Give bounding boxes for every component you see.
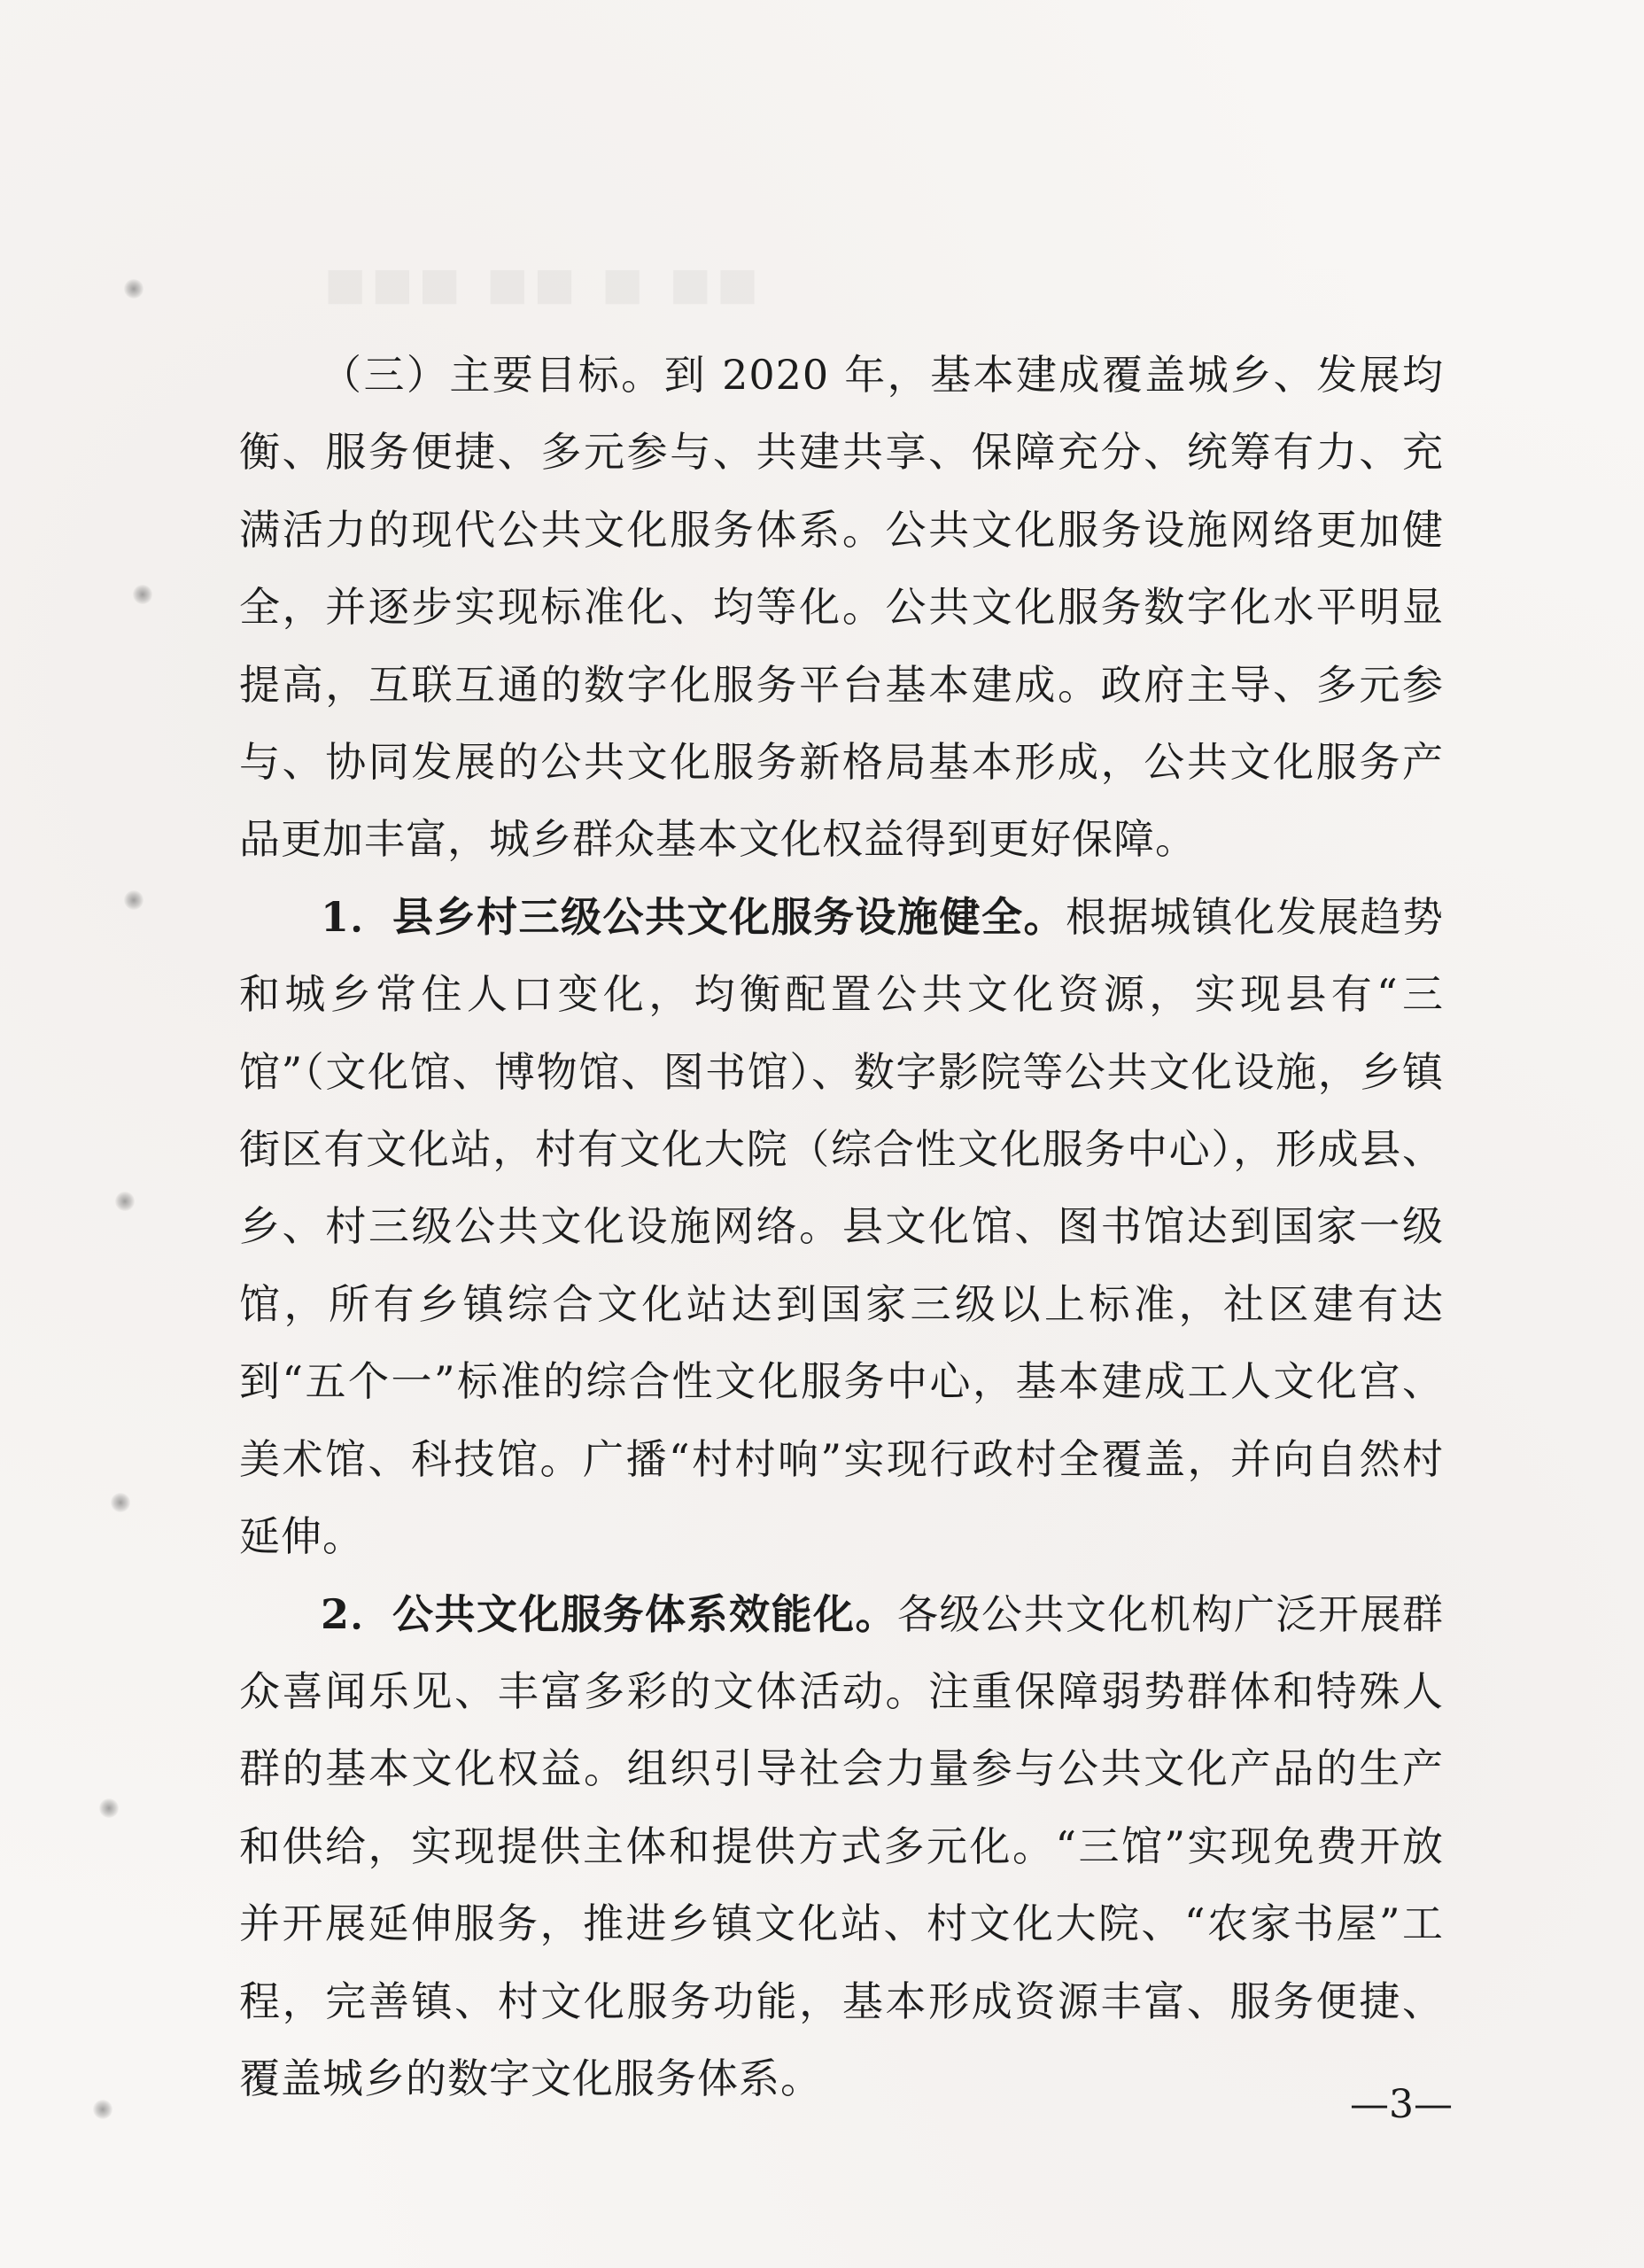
paragraph-main-objectives (239, 337, 1444, 879)
binding-speck (93, 2100, 112, 2119)
paragraph-facilities (239, 879, 1444, 1576)
paragraph-text: 根据城镇化发展趋势和城乡常住人口变化，均衡配置公共文化资源，实现县有“三馆”（文化馆、博物馆、图书馆）、数字影院等公共文化设施，乡镇街区有文化站，村有文化大院（综合性文化服务中心），形成县、乡、村三级公共文化设施网络。县文化馆、图书馆达到国家一级馆，所有乡镇综合文化站达到国家三级以上标准，社区建有达到“五个一”标准的综合性文化服务中心，基本建成工人文化宫、美术馆、科技馆。广播“村村响”实现行政村全覆盖，并向自然村延伸。 (239, 892, 1444, 1561)
page-number: —3— (1350, 2082, 1453, 2127)
binding-speck (124, 279, 143, 299)
paragraph-text: （三）主要目标。到 2020 年，基本建成覆盖城乡、发展均衡、服务便捷、多元参与、共建共享、保障充分、统筹有力、充满活力的现代公共文化服务体系。公共文化服务设施网络更加健全，并逐步实现标准化、均等化。公共文化服务数字化水平明显提高，互联互通的数字化服务平台基本建成。政府主导、多元参与、协同发展的公共文化服务新格局基本形成，公共文化服务产品更加丰富，城乡群众基本文化权益得到更好保障。 (239, 351, 1444, 864)
binding-speck (115, 1192, 135, 1211)
binding-speck (111, 1493, 130, 1512)
document-body (239, 337, 1444, 2117)
paragraph-efficiency (239, 1576, 1444, 2118)
paragraph-heading: 1．县乡村三级公共文化服务设施健全。 (321, 892, 1066, 941)
binding-speck (124, 890, 143, 910)
bleed-through-mark: ■■ ■ ■■ ■■■ (319, 257, 759, 309)
binding-speck (133, 585, 152, 604)
binding-speck (99, 1798, 119, 1818)
paragraph-text: 各级公共文化机构广泛开展群众喜闻乐见、丰富多彩的文体活动。注重保障弱势群体和特殊人群的基本文化权益。组织引导社会力量参与公共文化产品的生产和供给，实现提供主体和提供方式多元化。“三馆”实现免费开放并开展延伸服务，推进乡镇文化站、村文化大院、“农家书屋”工程，完善镇、村文化服务功能，基本形成资源丰富、服务便捷、覆盖城乡的数字文化服务体系。 (239, 1589, 1444, 2102)
paragraph-heading: 2．公共文化服务体系效能化。 (321, 1589, 897, 1638)
